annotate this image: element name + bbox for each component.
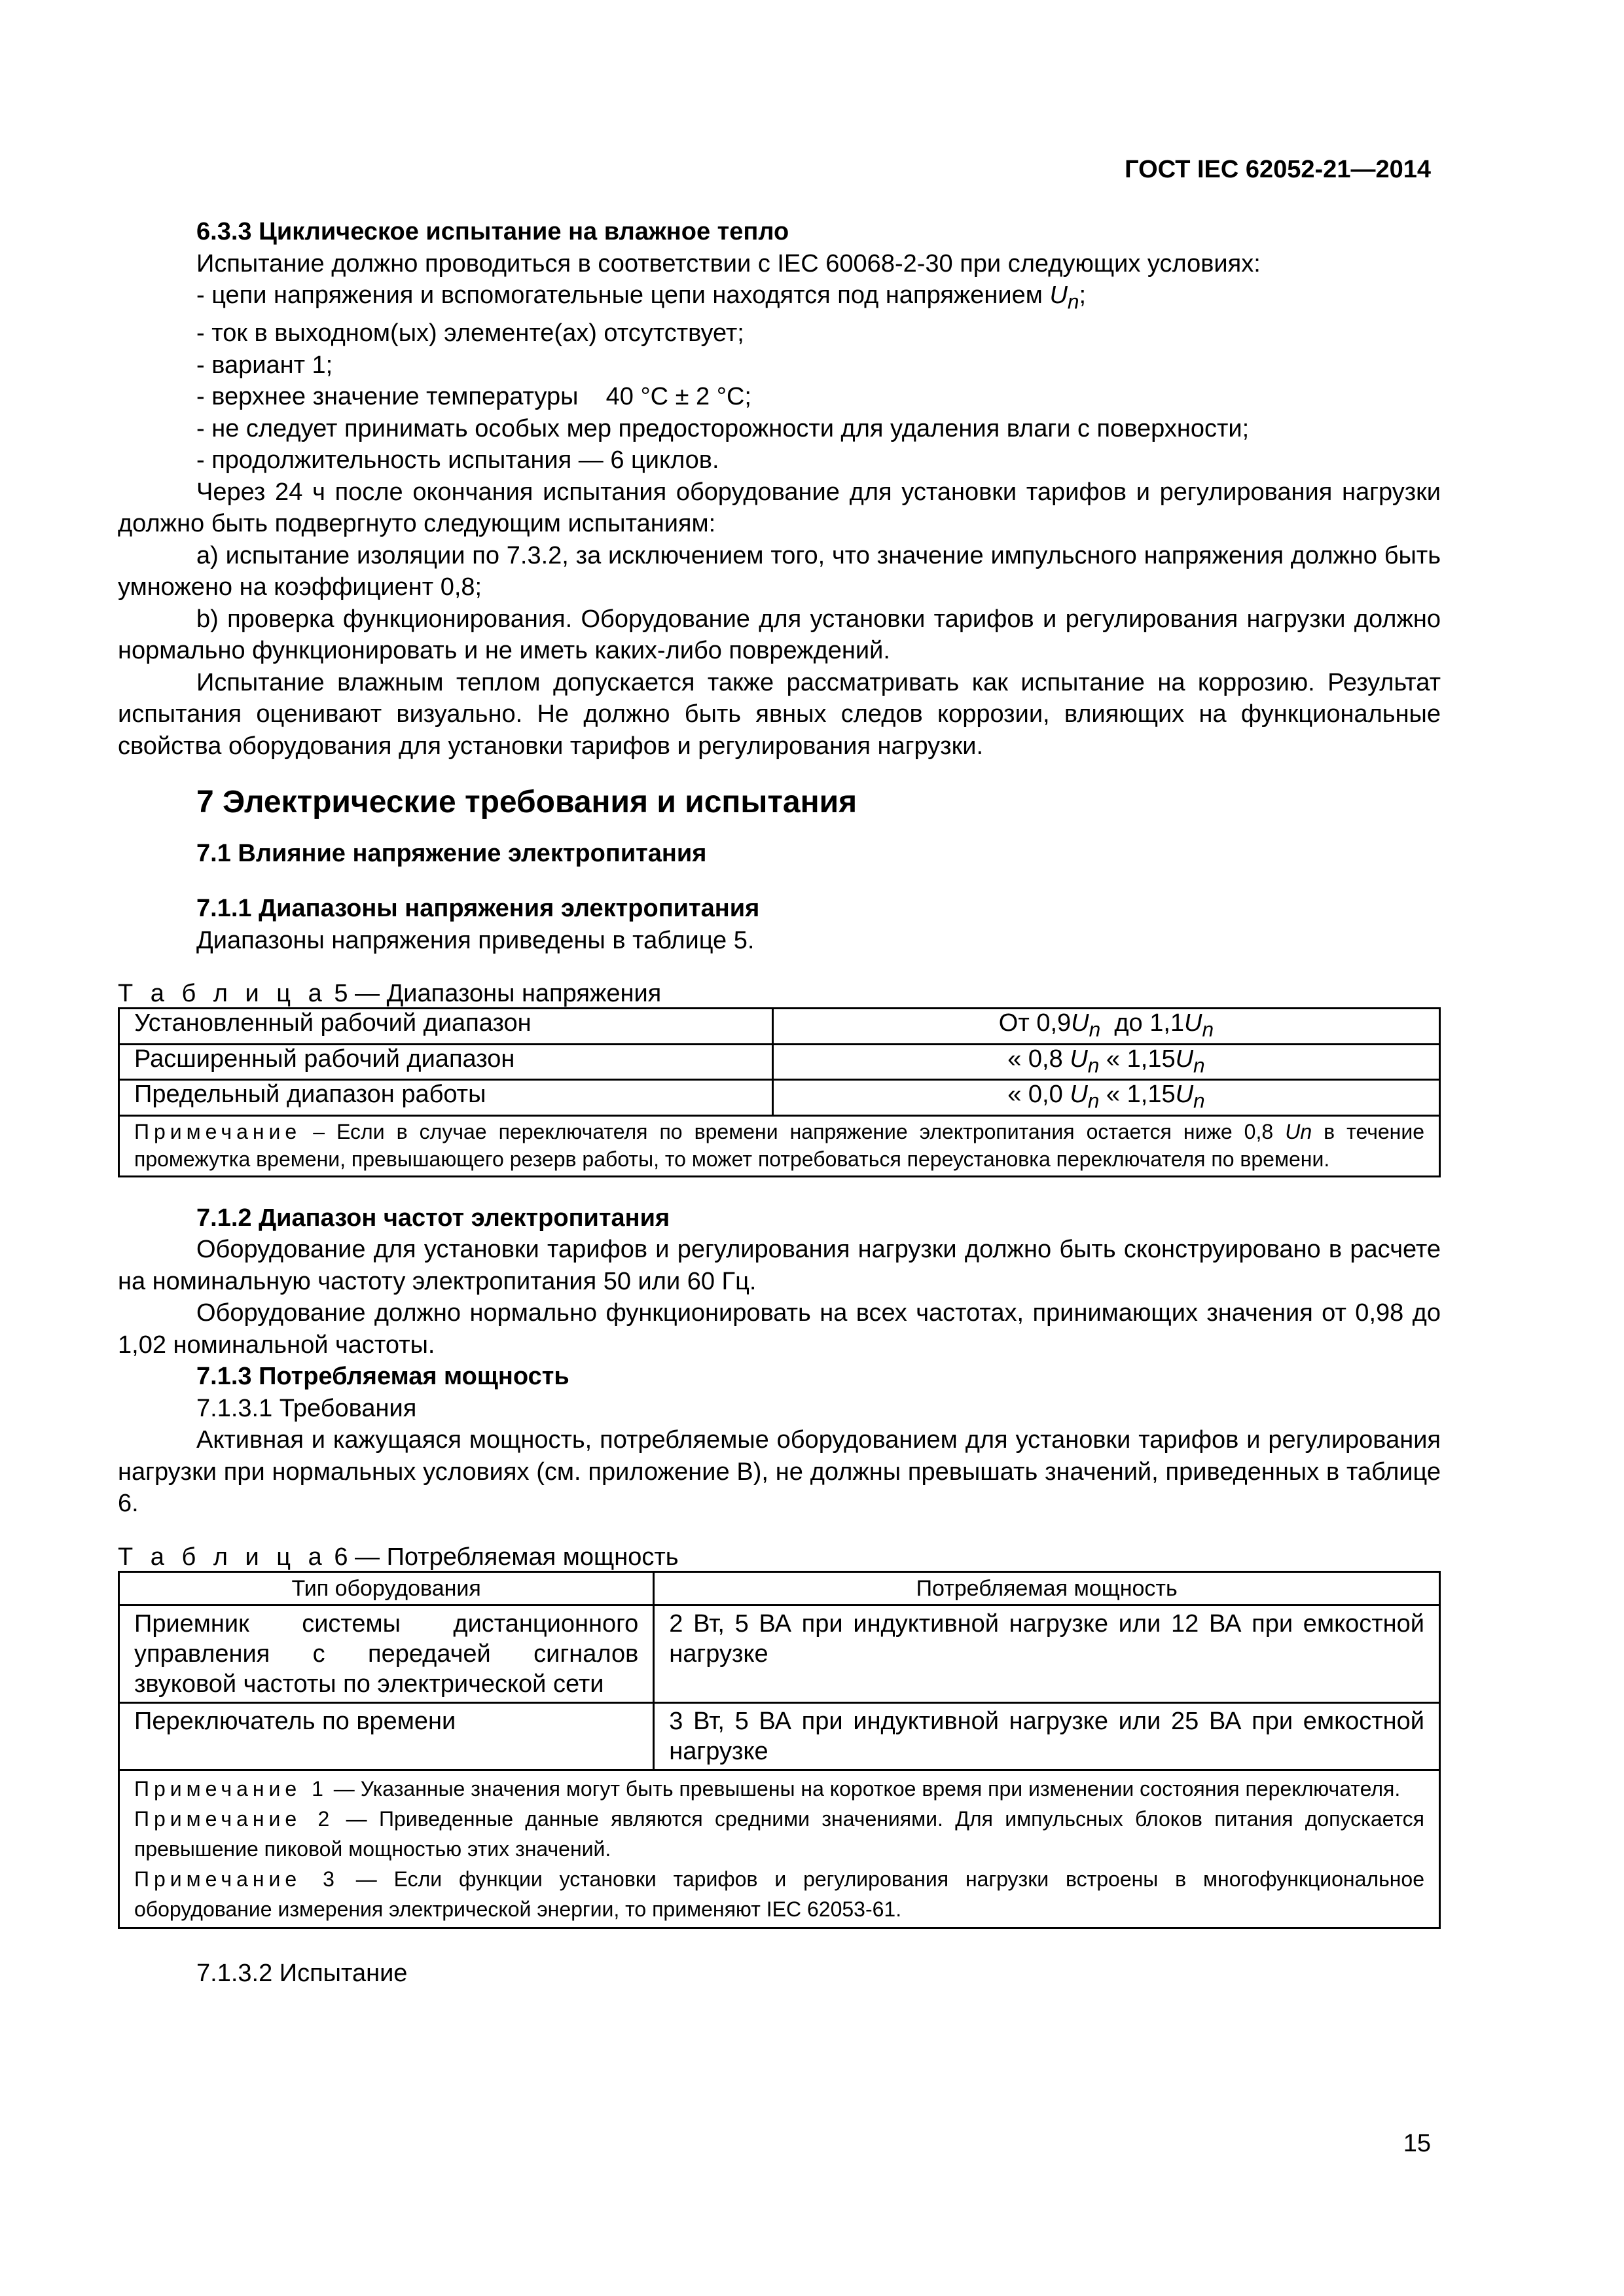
note-text: в течение промежутка времени, превышающего резерв работы, то может потребоваться переустановка переключателя по времени. xyxy=(134,1119,1425,1171)
paragraph: Через 24 ч после окончания испытания оборудование для установки тарифов и регулирования нагрузки должно быть подвергнуто следующим испытаниям: xyxy=(118,478,1441,538)
table-6-notes xyxy=(119,1770,1440,1928)
symbol-u: U xyxy=(1070,1045,1088,1073)
symbol-subscript: n xyxy=(1193,1053,1205,1077)
value-part: « 0,0 xyxy=(1007,1081,1070,1109)
symbol-u: U xyxy=(1071,1009,1089,1037)
note-label: Примечание xyxy=(134,1119,302,1143)
value-part: до 1,1 xyxy=(1100,1009,1185,1037)
paragraph: a) испытание изоляции по 7.3.2, за исключением того, что значение импульсного напряжения должно быть умножено на коэффициент 0,8; xyxy=(118,541,1441,601)
range-label: Установленный рабочий диапазон xyxy=(119,1009,773,1045)
section-7-1-2-title: 7.1.2 Диапазон частот электропитания xyxy=(196,1204,670,1232)
table-caption-text: 6 — Потребляемая мощность xyxy=(327,1543,679,1571)
page-content xyxy=(118,216,1441,1989)
condition-item: - не следует принимать особых мер предосторожности для удаления влаги с поверхности; xyxy=(196,414,1250,442)
standard-code: ГОСТ IEC 62052-21—2014 xyxy=(1125,156,1431,183)
symbol-subscript: n xyxy=(1087,1053,1100,1077)
symbol-subscript: n xyxy=(1202,1017,1214,1041)
symbol-u: U xyxy=(1175,1081,1194,1109)
note-2 xyxy=(134,1804,1424,1864)
table-5-note xyxy=(119,1115,1440,1176)
table-row xyxy=(119,1080,1440,1116)
paragraph: Активная и кажущаяся мощность, потребляемые оборудованием для установки тарифов и регулирования нагрузки при нормальных условиях (см. приложение В), не должны превышать значений, приведенных в таблице 6. xyxy=(118,1426,1441,1518)
page-number: 15 xyxy=(1403,2130,1431,2157)
symbol-u: U xyxy=(1175,1045,1194,1073)
power-consumption: 3 Вт, 5 ВА при индуктивной нагрузке или 25 ВА при емкостной нагрузке xyxy=(654,1702,1440,1770)
paragraph: Испытание влажным теплом допускается также рассматривать как испытание на коррозию. Результат испытания оценивают визуально. Не должно быть явных следов коррозии, влияющих на функциональные свойства оборудования для установки тарифов и регулирования нагрузки. xyxy=(118,668,1441,760)
subsection-7-1-3-2-title: 7.1.3.2 Испытание xyxy=(196,1959,408,1987)
table-caption-label: Т а б л и ц а xyxy=(118,1543,327,1571)
note-text: — Если функции установки тарифов и регулирования нагрузки встроены в многофункциональное оборудование измерения электрической энергии, то применяют IEC 62053-61. xyxy=(134,1867,1425,1921)
condition-item: - вариант 1; xyxy=(196,351,333,379)
note-text: — Указанные значения могут быть превышены на короткое время при изменении состояния переключателя. xyxy=(327,1776,1401,1801)
section-7-1-title: 7.1 Влияние напряжение электропитания xyxy=(196,840,707,868)
power-consumption: 2 Вт, 5 ВА при индуктивной нагрузке или 12 ВА при емкостной нагрузке xyxy=(654,1605,1440,1702)
paragraph: Оборудование должно нормально функционировать на всех частотах, принимающих значения от 0,98 до 1,02 номинальной частоты. xyxy=(118,1299,1441,1359)
table-6 xyxy=(118,1571,1441,1929)
table-note-row xyxy=(119,1115,1440,1176)
paragraph: Оборудование для установки тарифов и регулирования нагрузки должно быть сконструировано в расчете на номинальную частоту электропитания 50 или 60 Гц. xyxy=(118,1236,1441,1295)
value-part: От 0,9 xyxy=(998,1009,1072,1037)
symbol-u: U xyxy=(1070,1081,1088,1109)
value-part: « 0,8 xyxy=(1007,1045,1070,1073)
table-header-row xyxy=(119,1571,1440,1605)
condition-item: - продолжительность испытания — 6 циклов. xyxy=(196,446,719,475)
symbol-un: Un xyxy=(1285,1119,1312,1143)
section-7-1-1-title: 7.1.1 Диапазоны напряжения электропитания xyxy=(196,895,760,923)
symbol-subscript: n xyxy=(1193,1088,1205,1113)
table-row xyxy=(119,1702,1440,1770)
note-text: — Приведенные данные являются средними значениями. Для импульсных блоков питания допускается превышение пиковой мощностью этих значений. xyxy=(134,1806,1425,1861)
equipment-type: Приемник системы дистанционного управления с передачей сигналов звуковой частоты по электрической сети xyxy=(119,1605,654,1702)
condition-end: ; xyxy=(1079,281,1087,309)
subsection-7-1-3-1-title: 7.1.3.1 Требования xyxy=(196,1394,417,1422)
column-header: Тип оборудования xyxy=(119,1571,654,1605)
value-part: « 1,15 xyxy=(1099,1081,1176,1109)
value-part: « 1,15 xyxy=(1099,1045,1176,1073)
symbol-u: U xyxy=(1049,281,1068,309)
table-5-caption xyxy=(118,980,1441,1007)
range-value xyxy=(772,1009,1439,1045)
table-row xyxy=(119,1605,1440,1702)
condition-item xyxy=(118,279,1441,317)
note-1 xyxy=(134,1774,1424,1804)
note-label: Примечание 1 xyxy=(134,1776,328,1801)
table-row xyxy=(119,1009,1440,1045)
paragraph: Диапазоны напряжения приведены в таблице 5. xyxy=(196,926,755,954)
table-6-caption xyxy=(118,1543,1441,1571)
range-value xyxy=(772,1044,1439,1080)
table-5 xyxy=(118,1007,1441,1177)
range-label: Предельный диапазон работы xyxy=(119,1080,773,1116)
symbol-subscript: n xyxy=(1067,289,1079,314)
range-label: Расширенный рабочий диапазон xyxy=(119,1044,773,1080)
note-label: Примечание 2 xyxy=(134,1806,334,1831)
table-row xyxy=(119,1044,1440,1080)
table-caption-label: Т а б л и ц а xyxy=(118,980,327,1008)
symbol-subscript: n xyxy=(1087,1088,1100,1113)
range-value xyxy=(772,1080,1439,1116)
section-6-3-3-intro: Испытание должно проводиться в соответствии с IEC 60068-2-30 при следующих условиях: xyxy=(196,249,1261,278)
symbol-u: U xyxy=(1184,1009,1202,1037)
table-caption-text: 5 — Диапазоны напряжения xyxy=(327,980,662,1008)
note-3 xyxy=(134,1864,1424,1924)
condition-item: - верхнее значение температуры 40 °C ± 2 °C; xyxy=(196,383,751,411)
section-6-3-3-title: 6.3.3 Циклическое испытание на влажное тепло xyxy=(196,218,789,245)
section-7-title: 7 Электрические требования и испытания xyxy=(196,785,857,820)
note-label: Примечание 3 xyxy=(134,1867,339,1891)
section-7-1-3-title: 7.1.3 Потребляемая мощность xyxy=(196,1363,569,1391)
symbol-subscript: n xyxy=(1089,1017,1101,1041)
column-header: Потребляемая мощность xyxy=(654,1571,1440,1605)
table-note-row xyxy=(119,1770,1440,1928)
equipment-type: Переключатель по времени xyxy=(119,1702,654,1770)
paragraph: b) проверка функционирования. Оборудование для установки тарифов и регулирования нагрузки должно нормально функционировать и не иметь каких-либо повреждений. xyxy=(118,605,1441,665)
condition-text: - цепи напряжения и вспомогательные цепи находятся под напряжением xyxy=(196,281,1050,309)
note-text: – Если в случае переключателя по времени напряжение электропитания остается ниже 0,8 xyxy=(301,1119,1286,1143)
condition-item: - ток в выходном(ых) элементе(ах) отсутствует; xyxy=(196,319,744,348)
